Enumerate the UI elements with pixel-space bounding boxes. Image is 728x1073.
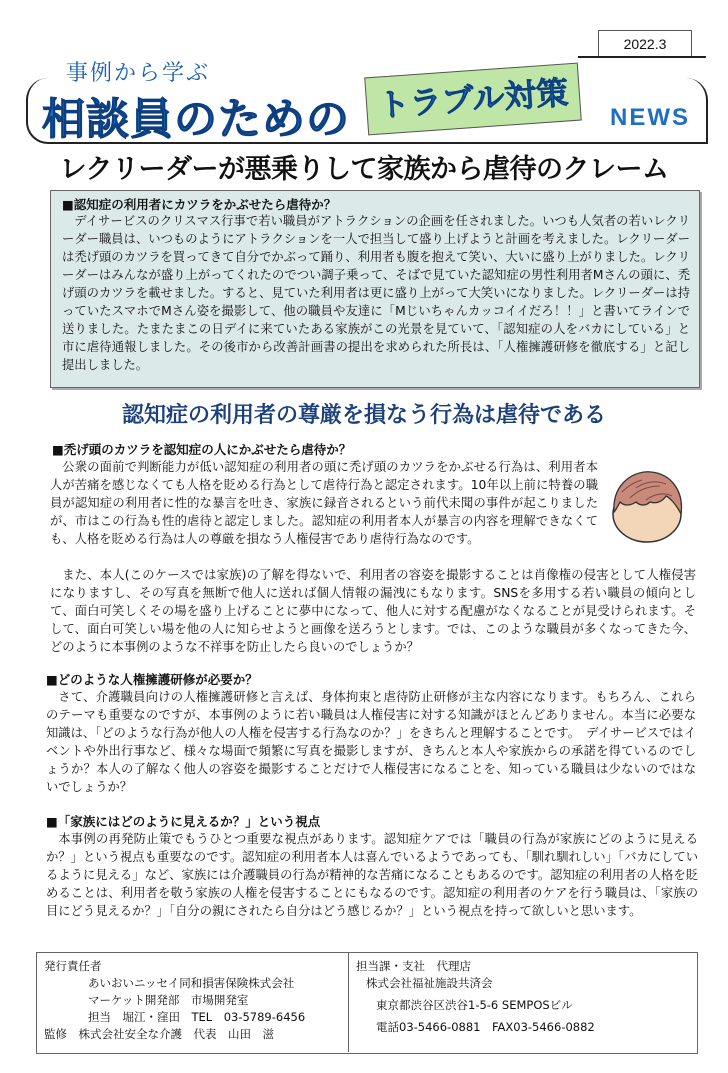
case-text: デイサービスのクリスマス行事で若い職員がアトラクションの企画を任されました。いつも人気者の若いレクリーダー職員は、いつものようにアトラクションを一人で担当して盛り上げようと計画を考えました。レクリーダーは禿げ頭のカツラを買ってきて自分でかぶって踊り、利用者も腹を抱えて笑い、大いに盛り上がりました。レクリーダーはみんなが盛り上がってくれたのでつい調子乗って、そばで見ていた認知症の男性利用者Mさんの頭に、禿げ頭のカツラを載せました。すると、見ていた利用者は更に盛り上がって大笑いになりました。レクリーダーは持っていたスマホでMさん姿を撮影して、他の職員や友達に「Mじいちゃんカッコイイだろ！！」と書いてラインで送りました。たまたまこの日デイに来ていたある家族がこの光景を見ていて、「認知症の人をバカにしている」と市に虐待通報しました。その後市から改善計画書の提出を求められた所長は、「人権擁護研修を徹底する」と記し提出しました。 (62, 214, 690, 372)
header-rule (578, 56, 706, 58)
agency-phone: 電話03-5466-0881 FAX03-5466-0882 (376, 1020, 595, 1034)
header-badge: トラブル対策 (364, 63, 582, 136)
agency-address: 東京都渋谷区渋谷1-5-6 SEMPOSビル (376, 998, 573, 1012)
headline: レクリーダーが悪乗りして家族から虐待のクレーム (59, 154, 669, 185)
header-subtitle: 事例から学ぶ (66, 61, 211, 86)
publisher-company: あいおいニッセイ同和損害保険株式会社 (88, 976, 295, 990)
section-1-text-1: 公衆の面前で判断能力が低い認知症の利用者の頭に禿げ頭のカツラをかぶせる行為は、利用者本人が苦痛を感じなくても人格を貶める行為として虐待行為と認定されます。10年以上前に特養の職員が認知症の利用者に性的な暴言を吐き、家族に録音されるという前代未聞の事件が起こりましたが、市はこの行為も性的虐待と認定しました。認知症の利用者本人が暴言の内容を理解できなくても、人格を貶める行為は人の尊厳を損なう人権侵害であり虐待行為なのです。 (50, 460, 598, 546)
publisher-label: 発行責任者 (44, 959, 102, 973)
issue-date: 2022.3 (598, 30, 692, 57)
publisher-contact: 担当 堀江・窪田 TEL 03-5789-6456 (88, 1010, 306, 1024)
case-heading: ■認知症の利用者にカツラをかぶせたら虐待か？ (62, 197, 337, 212)
header-news: NEWS (610, 104, 690, 131)
supervisor: 監修 株式会社安全な介護 代表 山田 滋 (44, 1027, 274, 1041)
footer-divider (348, 952, 349, 1052)
section-3-heading: ■「家族にはどのように見えるか？」という視点 (46, 814, 321, 829)
section-2-text: さて、介護職員向けの人権擁護研修と言えば、身体拘束と虐待防止研修が主な内容になります。もちろん、これらのテーマも重要なのですが、本事例のように若い職員は人権侵害に対する知識がほとんどありません。本当に必要な知識は、「どのような行為が他人の人権を侵害する行為なのか？」をきちんと理解することです。 デイサービスではイベントや外出行事など、様々な場面で頻繁に写真を撮影しますが、きちんと本人や家族からの承諾を得ているのでしょうか？本人の了解なく他人の容姿を撮影することだけで人権侵害になることを、知っている職員は少ないのではないでしょうか？ (46, 690, 696, 794)
section-1-heading: ■禿げ頭のカツラを認知症の人にかぶせたら虐待か？ (52, 442, 352, 457)
section-3-text: 本事例の再発防止策でもうひとつ重要な視点があります。認知症ケアでは「職員の行為が家族にどのように見えるか？」という視点も重要なのです。認知症の利用者本人は喜んでいるようであっても、「馴れ馴れしい」「バカにしているように見える」など、家族には介護職員の行為が精神的な苦痛になることもあるのです。認知症の利用者の人格を貶めることは、利用者を敬う家族の人権を侵害することにもなるのです。認知症の利用者のケアを行う職員は、「家族の目にどう見えるか？」「自分の親にされたら自分はどう感じるか？」という視点を持って欲しいと思います。 (46, 832, 698, 918)
wig-illustration (606, 462, 688, 546)
header-title: 相談員のための (42, 95, 350, 145)
publisher-department: マーケット開発部 市場開発室 (88, 993, 249, 1007)
section-1-text-2: また、本人(このケースでは家族)の了解を得ないで、利用者の容姿を撮影することは肖像権の侵害として人権侵害になりますし、その写真を無断で他人に送れば個人情報の漏洩にもなります。SNSを多用する若い職員の傾向として、面白可笑しくその場を盛り上げることに夢中になって、他人に対する配慮がなくなることが見受けられます。そして、面白可笑しい場を他の人に知らせようと画像を送ろうとします。では、このような職員が多くなってきた今、どのように本事例のような不祥事を防止したら良いのでしょうか？ (50, 568, 696, 654)
section-title: 認知症の利用者の尊厳を損なう行為は虐待である (121, 403, 606, 428)
agency-label: 担当課・支社 代理店 (356, 959, 471, 973)
agency-name: 株式会社福祉施設共済会 (366, 976, 493, 990)
section-2-heading: ■どのような人権擁護研修が必要か？ (46, 672, 258, 687)
